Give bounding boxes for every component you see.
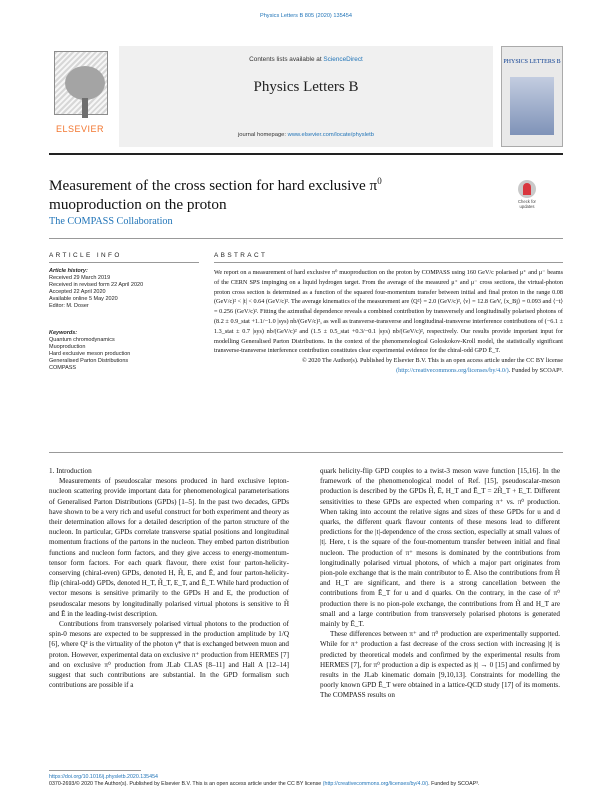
contents-line <box>119 56 493 63</box>
journal-cover <box>501 46 563 147</box>
elsevier-logo <box>49 46 111 147</box>
keyword-item: Muoproduction <box>49 343 86 350</box>
article-info-rule <box>49 262 199 263</box>
body-column-right <box>320 466 560 701</box>
cover-image <box>510 77 554 135</box>
cover-title: PHYSICS LETTERS B <box>503 59 561 65</box>
check-updates-button[interactable] <box>513 180 541 212</box>
author-collaboration[interactable]: The COMPASS Collaboration <box>49 216 173 227</box>
abstract-bottom-rule <box>49 452 563 453</box>
homepage-prefix: journal homepage: <box>237 132 287 138</box>
history-item: Available online 5 May 2020 <box>49 295 118 302</box>
history-item: Editor: M. Doser <box>49 302 89 309</box>
publisher-name: ELSEVIER <box>55 124 105 134</box>
article-info-heading: ARTICLE INFO <box>49 252 122 259</box>
paragraph: Measurements of pseudoscalar mesons produced in hard exclusive lepton-nucleon scattering provide important data for phenomenological parameterisations of Generalised Parton Distributions (GPDs) [1–5]. In the past two decades, GPDs have shown to be a very rich and useful construct for both experiment and theory as their determination allows for a detailed description of the parton structure of the nucleon. In particular, GPDs correlate transverse spatial positions and longitudinal momentum fractions of the partons in the nucleon. They embed parton distribution functions and nucleon form factors, and they give access to energy-momentum-tensor form factors. For each quark flavour, there exist four parton-helicity-conserving (chiral-even) GPDs, denoted H, H̃, E, and Ẽ, and four parton-helicity-flip (chiral-odd) GPDs, denoted H_T, H̃_T, E_T, and Ẽ_T. While hard production of vector mesons is sensitive primarily to the GPDs H and E, the production of pseudoscalar mesons by longitudinally polarised virtual photons is sensitive to H̃ and Ẽ in the leading-twist description. <box>49 477 289 618</box>
doi-link[interactable]: https://doi.org/10.1016/j.physletb.2020.135454 <box>49 774 158 780</box>
journal-banner <box>49 46 563 147</box>
keywords-label: Keywords: <box>49 330 78 336</box>
keyword-item: Hard exclusive meson production <box>49 350 131 357</box>
homepage-link[interactable]: www.elsevier.com/locate/physletb <box>287 132 374 138</box>
footer-copyright-text: 0370-2693/© 2020 The Author(s). Published by Elsevier B.V. This is an open access article under the CC BY license <box>49 781 322 787</box>
header-rule <box>49 153 563 155</box>
footer-rule <box>49 770 141 771</box>
tree-icon <box>54 51 108 115</box>
paragraph: quark helicity-flip GPD couples to a twist-3 meson wave function [15,16]. In the framework of the phenomenological model of Ref. [15], pseudoscalar-meson production is described by the GPDs H̃, Ẽ, H_T and Ē_T = 2H̃_T + E_T. Different sensitivities to these GPDs are expected when comparing π⁺ vs. π⁰ production. When taking into account the relative signs and sizes of these GPDs for u and d quarks, the different quark flavour contents of these mesons lead to different predictions for the |t|-dependence of the cross section, especially at small values of |t|. Here, t is the square of the four-momentum transfer between initial and final nucleon. The production of π⁺ mesons is dominated by the contributions from longitudinally polarised virtual photons, of which a major part originates from pion-pole exchange that is the main contributor to Ẽ. Also the contributions from H̃ and H_T are significant, and there is a strong cancellation between the contributions from Ē_T for u and d quarks. On the contrary, in the case of π⁰ production there is no pion-pole exchange, the contributions from H̃ and H_T are small and a large contribution from transversely polarised photons is generated mainly by Ē_T. <box>320 467 560 629</box>
footer-funded: . Funded by SCOAP³. <box>428 781 480 787</box>
section-heading: 1. Introduction <box>49 467 92 475</box>
footer <box>49 774 563 788</box>
abstract-body: We report on a measurement of hard exclusive π⁰ muoproduction on the proton by COMPASS using 160 GeV/c polarised μ⁺ and μ⁻ beams of the CERN SPS impinging on a liquid hydrogen target. From the average of the measured μ⁺ and μ⁻ cross sections, the virtual-photon proton cross section is determined as a function of the squared four-momentum transfer between initial and final proton in the range 0.08 (GeV/c)² < |t| < 0.64 (GeV/c)². The average kinematics of the measurement are ⟨Q²⟩ = 2.0 (GeV/c)², ⟨ν⟩ = 12.8 GeV, ⟨x_Bj⟩ = 0.093 and ⟨−t⟩ = 0.256 (GeV/c)². Fitting the azimuthal dependence reveals a combined contribution by transversely and longitudinally polarised photons of (8.2 ± 0.9_stat +1.1/−1.0 |sys) nb/(GeV/c)², as well as transverse-transverse and longitudinal-transverse interference contributions of (−6.1 ± 1.3_stat ± 0.7 |sys) nb/(GeV/c)² and (1.5 ± 0.5_stat +0.3/−0.1 |sys) nb/(GeV/c)², respectively. Our results provide important input for modelling Generalised Parton Distributions. In the context of the phenomenological Goloskokov-Kroll model, the statistically significant transverse-transverse interference contribution constitutes clear experimental evidence for the chiral-odd GPD Ē_T. <box>214 269 563 355</box>
copyright-text: © 2020 The Author(s). Published by Elsevier B.V. This is an open access article under the CC BY license <box>301 357 563 365</box>
contents-prefix: Contents lists available at <box>249 56 322 63</box>
article-title <box>49 172 499 214</box>
title-rule <box>49 238 563 239</box>
paragraph: These differences between π⁺ and π⁰ production are experimentally supported. While for π⁺ production a fast decrease of the cross section with increasing |t| is predicted by theoretical models and confirmed by the experimental results from HERMES [7], for π⁰ production a dip is expected as |t| → 0 [15] and confirmed by results in the JLab kinematic domain [9,10,13]. Constraints for modelling the poorly known GPD Ē_T were obtained in a lattice-QCD study [17] of its moments. The COMPASS results on <box>320 630 560 700</box>
title-line1: Measurement of the cross section for hard exclusive π <box>49 177 378 195</box>
article-history <box>49 268 199 309</box>
title-sup: 0 <box>377 176 382 186</box>
history-item: Received in revised form 22 April 2020 <box>49 281 144 288</box>
keyword-item: Quantum chromodynamics <box>49 336 115 343</box>
history-item: Accepted 22 April 2020 <box>49 288 106 295</box>
journal-title: Physics Letters B <box>253 79 359 95</box>
keyword-item: COMPASS <box>49 364 77 371</box>
check-updates-label: Check for updates <box>518 199 536 209</box>
keywords <box>49 330 199 371</box>
sciencedirect-link[interactable]: ScienceDirect <box>323 56 363 63</box>
abstract-rule <box>214 262 563 263</box>
funded-text: . Funded by SCOAP³. <box>508 366 563 374</box>
license-link[interactable]: (http://creativecommons.org/licenses/by/4.0/) <box>396 366 509 374</box>
banner-center <box>119 46 493 147</box>
footer-copyright <box>49 781 563 788</box>
footer-license-link[interactable]: (http://creativecommons.org/licenses/by/4.0/) <box>322 781 429 787</box>
abstract-copyright <box>214 356 563 376</box>
abstract-text <box>214 268 563 376</box>
abstract-heading: ABSTRACT <box>214 252 268 259</box>
check-updates-icon <box>518 180 536 198</box>
history-item: Received 29 March 2019 <box>49 274 111 281</box>
title-line2: muoproduction on the proton <box>49 196 227 214</box>
journal-header: Physics Letters B 805 (2020) 135454 <box>259 13 353 19</box>
homepage-line <box>119 132 493 138</box>
body-column-left <box>49 466 289 690</box>
history-label: Article history: <box>49 268 88 274</box>
keyword-item: Generalised Parton Distributions <box>49 357 129 364</box>
paragraph: Contributions from transversely polarised virtual photons to the production of spin-0 mesons are expected to be suppressed in the production amplitude by 1/Q [6], where Q² is the virtuality of the photon γ* that is exchanged between muon and proton. However, experimental data on exclusive π⁺ production from HERMES [7] and on exclusive π⁰ production from JLab CLAS [8–11] and Hall A [12–14] suggest that such contributions are substantial. In the GPD formalism such contributions are possible if a <box>49 620 289 690</box>
